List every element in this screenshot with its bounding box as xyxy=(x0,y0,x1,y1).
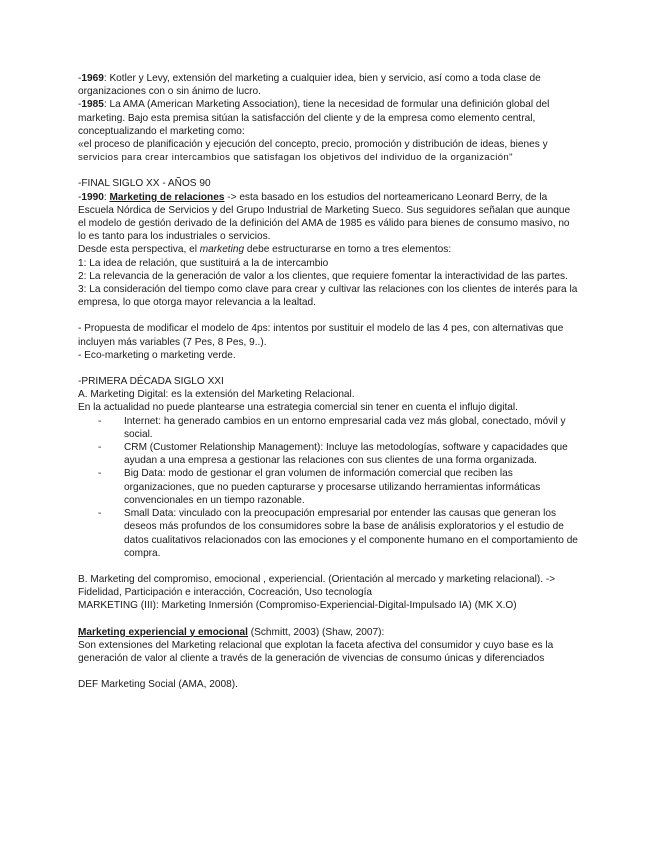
paragraph-1985: -1985: La AMA (American Marketing Association), tiene la necesidad de formular una definición global del marketing. Bajo esta premisa sitúan la satisfacción del cliente y de la empresa como elemento central, conceptualizando el marketing como: xyxy=(78,99,550,137)
experiential-heading xyxy=(78,626,580,639)
section-heading-siglo-xx: -FINAL SIGLO XX - AÑOS 90 xyxy=(78,178,211,190)
year-1969: 1969 xyxy=(81,73,104,84)
spacer xyxy=(78,613,580,626)
separator: : xyxy=(103,191,110,203)
four-ps-proposal: - Propuesta de modificar el modelo de 4ps: intentos por sustituir el modelo de las 4 pes, con alternativas que incluyen más variables (7 Pes, 8 Pes, 9..). xyxy=(78,323,564,348)
paragraph-1990: -1990: Marketing de relaciones -> esta basado en los estudios del norteamericano Leonard Berry, de la Escuela Nórdica de Servicios y del Grupo Industrial de Marketing Sueco. Sus seguidores señalan que aunque el modelo de gestión derivado de la definición del AMA de 1985 es válido para bienes de consumo masivo, no lo es tanto para los industriales o servicios. xyxy=(78,191,571,243)
digital-list xyxy=(78,415,580,560)
spacer xyxy=(78,560,580,573)
text-1985: : La AMA (American Marketing Association), tiene la necesidad de formular una definición global del marketing. Bajo esta premisa sitúan la satisfacción del cliente y de la empresa como elemento central, conceptualizando el marketing como: xyxy=(78,99,550,137)
element-1: 1: La idea de relación, que sustituirá a la de intercambio xyxy=(78,257,329,269)
year-1990: 1990 xyxy=(81,191,104,203)
term-marketing-experiencial: Marketing experiencial y emocional xyxy=(78,626,248,638)
list-item: - Big Data: modo de gestionar el gran volumen de información comercial que reciben las organizaciones, que no pueden capturarse y procesarse utilizando herramientas informáticas convencionales en un tiempo razonable. xyxy=(124,467,580,507)
perspective-em: marketing xyxy=(199,244,245,256)
list-item: - CRM (Customer Relationship Management): Incluye las metodologías, software y capacidades que ayudan a una empresa a gestionar las relaciones con sus clientes de una forma organizada. xyxy=(124,441,580,467)
text-1969: : Kotler y Levy, extensión del marketing a cualquier idea, bien y servicio, así como a toda clase de organizaciones con o sin ánimo de lucro. xyxy=(78,73,541,98)
marketing-compromiso: B. Marketing del compromiso, emocional , experiencial. (Orientación al mercado y marketing relacional). -> Fidelidad, Participación e interacción, Cocreación, Uso tecnología xyxy=(78,573,556,599)
perspective-a: Desde esta perspectiva, el xyxy=(78,244,200,256)
experiential-refs: (Schmitt, 2003) (Shaw, 2007): xyxy=(247,626,385,638)
element-3: 3: La consideración del tiempo como clave para crear y cultivar las relaciones con los clientes de interés para la empresa, lo que otorga mayor relevancia a la lealtad. xyxy=(78,284,578,309)
section-heading-siglo-xxi: -PRIMERA DÉCADA SIGLO XXI xyxy=(78,376,224,388)
spacer xyxy=(78,309,580,322)
digital-intro: En la actualidad no puede plantearse una estrategia comercial sin tener en cuenta el influjo digital. xyxy=(78,402,518,414)
paragraph-1969: -1969: Kotler y Levy, extensión del marketing a cualquier idea, bien y servicio, así como a toda clase de organizaciones con o sin ánimo de lucro. xyxy=(78,73,541,98)
spacer xyxy=(78,362,580,375)
experiential-text: Son extensiones del Marketing relacional que explotan la faceta afectiva del consumidor y cuyo base es la generación de valor al cliente a través de la generación de vivencias de consumo únicas y diferenciados xyxy=(78,639,554,664)
marketing-digital: A. Marketing Digital: es la extensión del Marketing Relacional. xyxy=(78,389,355,401)
marketing-iii: MARKETING (III): Marketing Inmersión (Compromiso-Experiencial-Digital-Impulsado IA) (MK X.O) xyxy=(78,600,517,612)
perspective-line xyxy=(78,243,580,256)
ama-quote-line-1: «el proceso de planificación y ejecución del concepto, precio, promoción y distribución de ideas, bienes y xyxy=(78,139,548,151)
spacer xyxy=(78,665,580,678)
list-item: - Internet: ha generado cambios en un entorno empresarial cada vez más global, conectado, móvil y social. xyxy=(124,415,580,441)
element-2: 2: La relevancia de la generación de valor a los clientes, que requiere fomentar la interactividad de las partes. xyxy=(78,270,568,282)
eco-marketing: - Eco-marketing o marketing verde. xyxy=(78,349,236,361)
list-item: - Small Data: vinculado con la preocupación empresarial por entender las causas que generan los deseos más profundos de los consumidores sobre la base de análisis exploratorios y el estudio de datos cualitativos relacionados con las emociones y el componente humano en el comportamiento de compra. xyxy=(124,507,580,560)
term-marketing-relaciones: Marketing de relaciones xyxy=(109,191,225,203)
year-1985: 1985 xyxy=(81,99,104,111)
spacer xyxy=(78,164,580,177)
text-1990: -> esta basado en los estudios del norteamericano Leonard Berry, de la Escuela Nórdica de Servicios y del Grupo Industrial de Marketing Sueco. Sus seguidores señalan que aunque el modelo de gestión derivado de la definición del AMA de 1985 es válido para bienes de consumo masivo, no lo es tanto para los industriales o servicios. xyxy=(78,191,571,243)
perspective-b: debe estructurarse en torno a tres elementos: xyxy=(244,244,452,256)
ama-quote-line-2: servicios para crear intercambios que satisfagan los objetivos del individuo de la organización" xyxy=(78,152,513,164)
def-marketing-social: DEF Marketing Social (AMA, 2008). xyxy=(78,679,238,691)
